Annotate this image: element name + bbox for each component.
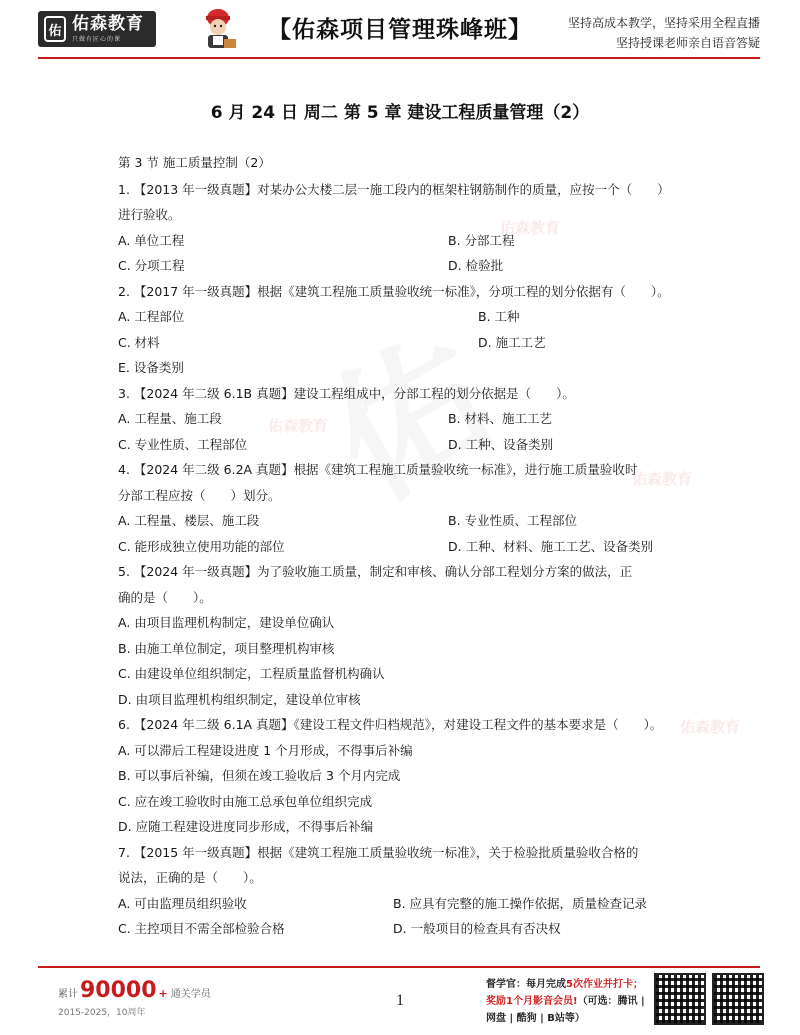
- question-7: [118, 840, 698, 942]
- qr-code-icon: [712, 973, 764, 1025]
- option-a: A. 单位工程: [118, 232, 185, 248]
- option-a: A. 工程量、施工段: [118, 411, 222, 426]
- option-b: B. 分部工程: [448, 232, 515, 248]
- option-a: A. 由项目监理机构制定，建设单位确认: [118, 615, 335, 630]
- logo-subtext: 只做有匠心的课: [72, 36, 122, 43]
- header-divider: [38, 57, 760, 59]
- question-stem: 1. 【2013 年一级真题】对某办公大楼二层一施工段内的框架柱钢筋制作的质量，应按一个（ ）: [118, 181, 670, 197]
- question-stem-cont: 说法，正确的是（ ）。: [118, 870, 262, 885]
- slogan-line-1: 坚持高成本教学，坚持采用全程直播: [567, 16, 760, 30]
- option-d: D. 一般项目的检查具有否决权: [393, 921, 561, 936]
- question-stem: 2. 【2017 年一级真题】根据《建筑工程施工质量验收统一标准》，分项工程的划分依据有（ ）。: [118, 283, 670, 299]
- reward-line-1a: 督学官：每月完成: [486, 979, 566, 990]
- question-stem: 3. 【2024 年二级 6.1B 真题】建设工程组成中，分部工程的划分依据是（ ）。: [118, 385, 575, 401]
- header-slogan: [568, 13, 760, 53]
- reward-line-2a: 奖励1个月影音会员!: [486, 996, 578, 1007]
- page-header: [0, 0, 800, 58]
- question-3: [118, 381, 698, 458]
- course-banner: 【佑森项目管理珠峰班】: [268, 17, 532, 43]
- option-a: A. 可由监理员组织验收: [118, 895, 247, 911]
- slogan-line-2: 坚持授课老师亲自语音答疑: [615, 36, 760, 50]
- option-b: B. 由施工单位制定，项目整理机构审核: [118, 640, 335, 656]
- option-d: D. 工种、设备类别: [448, 436, 554, 452]
- watermark-text: 佑森教育: [500, 219, 561, 237]
- option-b: B. 应具有完整的施工操作依据，质量检查记录: [393, 895, 648, 911]
- reward-line-1b: 5次作业并打卡；: [566, 979, 643, 990]
- question-1: [118, 177, 698, 279]
- option-b: B. 专业性质、工程部位: [448, 513, 578, 528]
- option-b: B. 可以事后补编，但须在竣工验收后 3 个月内完成: [118, 768, 401, 783]
- question-stem: 6. 【2024 年二级 6.1A 真题】《建设工程文件归档规范》，对建设工程文件的基本要求是（ ）。: [118, 717, 663, 732]
- question-stem: 5. 【2024 年一级真题】为了验收施工质量，制定和审核、确认分部工程划分方案的做法，正: [118, 564, 633, 579]
- option-c: C. 分项工程: [118, 258, 185, 273]
- question-stem-cont: 进行验收。: [118, 207, 181, 222]
- question-2: [118, 279, 698, 381]
- question-stem-cont: 分部工程应按（ ）划分。: [118, 487, 281, 503]
- page-title: 6 月 24 日 周二 第 5 章 建设工程质量管理（2）: [210, 103, 590, 123]
- option-c: C. 应在竣工验收时由施工总承包单位组织完成: [118, 793, 373, 809]
- option-c: C. 主控项目不需全部检验合格: [118, 921, 285, 936]
- reward-line-2b: （可选：腾讯 |: [577, 996, 645, 1007]
- anniversary-text: 2015-2025，10周年: [58, 1008, 146, 1018]
- qr-code-icon: [654, 973, 706, 1025]
- mascot-icon: [196, 6, 240, 52]
- question-list: [118, 150, 698, 942]
- logo-mark-icon: 佑: [44, 16, 66, 42]
- option-c: C. 专业性质、工程部位: [118, 436, 248, 452]
- option-d: D. 应随工程建设进度同步形成，不得事后补编: [118, 819, 374, 834]
- option-c: C. 由建设单位组织制定，工程质量监督机构确认: [118, 666, 385, 681]
- watermark-text: 佑森教育: [680, 718, 741, 736]
- count-suffix: 通关学员: [170, 989, 211, 1000]
- page-number: 1: [396, 992, 404, 1009]
- option-e: E. 设备类别: [118, 360, 184, 375]
- option-c: C. 能形成独立使用功能的部位: [118, 538, 285, 554]
- question-stem: 4. 【2024 年二级 6.2A 真题】根据《建筑工程施工质量验收统一标准》，进行施工质量验收时: [118, 462, 638, 477]
- option-a: A. 工程部位: [118, 309, 185, 324]
- watermark-text: 佑森教育: [268, 417, 329, 435]
- watermark-text: 佑森教育: [632, 470, 693, 488]
- question-5: [118, 559, 698, 712]
- reward-line-3: 网盘 | 酷狗 | B站等）: [486, 1013, 585, 1024]
- question-4: [118, 457, 698, 559]
- question-6: [118, 712, 698, 840]
- logo-text: 佑森教育: [72, 14, 144, 34]
- footer-divider: [38, 966, 760, 968]
- option-a: A. 工程量、楼层、施工段: [118, 513, 260, 528]
- student-count: 90000: [80, 978, 157, 1003]
- question-stem: 7. 【2015 年一级真题】根据《建筑工程施工质量验收统一标准》，关于检验批质量验收合格的: [118, 844, 639, 860]
- brand-logo: [38, 11, 156, 47]
- count-plus: +: [158, 987, 168, 1000]
- option-b: B. 工种: [478, 309, 520, 324]
- section-heading: 第 3 节 施工质量控制（2）: [118, 155, 271, 170]
- question-stem-cont: 确的是（ ）。: [118, 589, 212, 605]
- reward-notice: [486, 976, 645, 1027]
- option-d: D. 施工工艺: [478, 334, 546, 350]
- count-prefix: 累计: [58, 989, 78, 1000]
- option-d: D. 检验批: [448, 258, 504, 273]
- option-c: C. 材料: [118, 334, 160, 350]
- option-d: D. 由项目监理机构组织制定，建设单位审核: [118, 691, 361, 707]
- option-b: B. 材料、施工工艺: [448, 411, 553, 426]
- option-a: A. 可以滞后工程建设进度 1 个月形成，不得事后补编: [118, 742, 413, 758]
- option-d: D. 工种、材料、施工工艺、设备类别: [448, 538, 654, 554]
